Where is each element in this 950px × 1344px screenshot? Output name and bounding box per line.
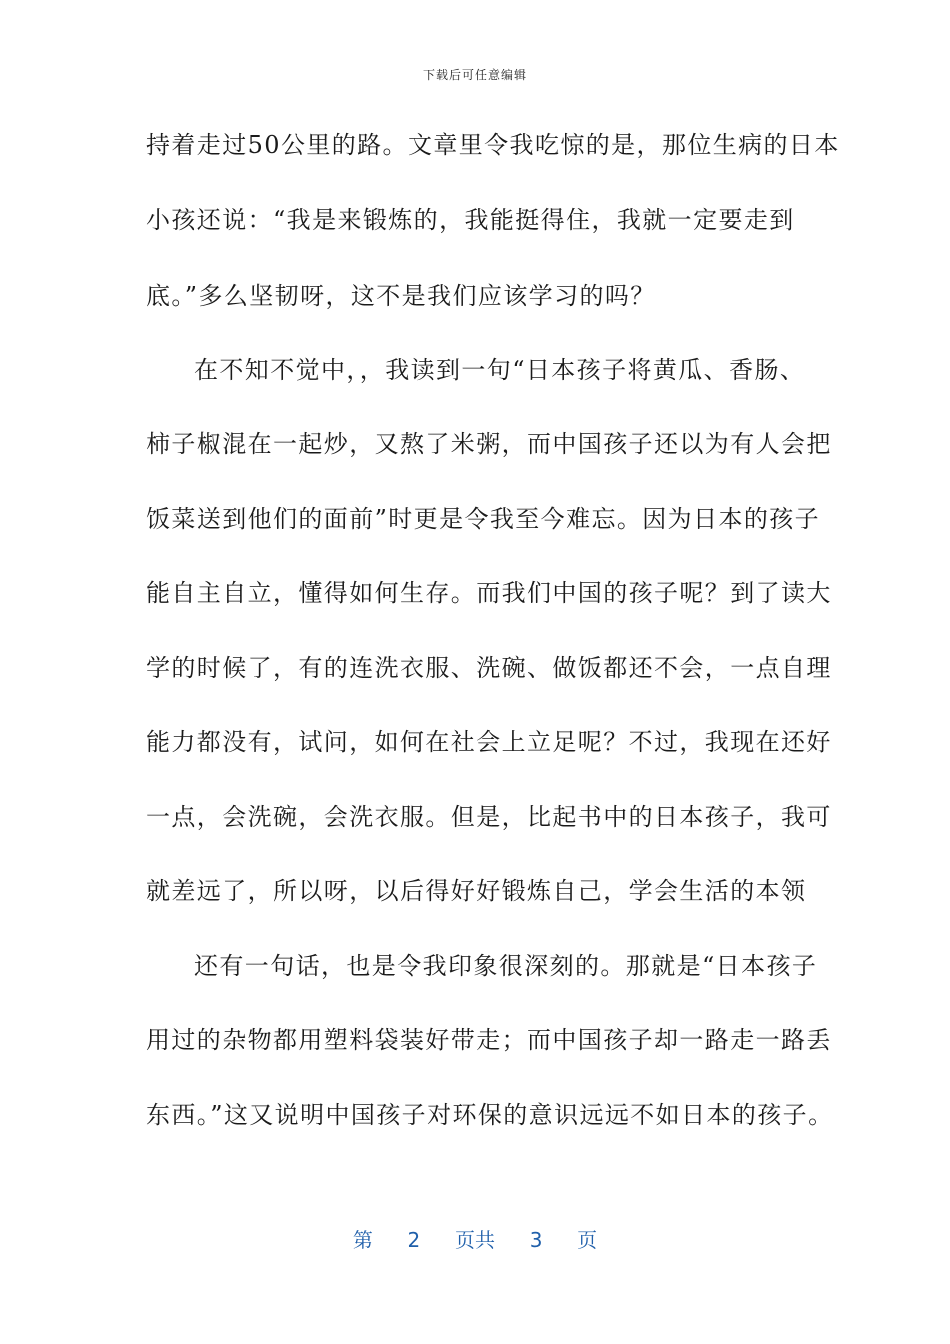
- page-total: 3: [529, 1228, 543, 1252]
- page-suffix: 页: [577, 1228, 598, 1252]
- page-prefix: 第: [352, 1228, 373, 1252]
- paragraph-line: 一点，会洗碗，会洗衣服。但是，比起书中的日本孩子，我可: [146, 803, 832, 831]
- page-current: 2: [407, 1228, 421, 1252]
- paragraph-line: 还有一句话，也是令我印象很深刻的。那就是“日本孩子: [194, 952, 818, 980]
- paragraph-line: 用过的杂物都用塑料袋装好带走；而中国孩子却一路走一路丢: [146, 1026, 832, 1054]
- paragraph-line: 学的时候了，有的连洗衣服、洗碗、做饭都还不会，一点自理: [146, 654, 832, 682]
- paragraph-line: 饭菜送到他们的面前”时更是令我至今难忘。因为日本的孩子: [146, 505, 821, 533]
- paragraph-line: 持着走过50公里的路。文章里令我吃惊的是，那位生病的日本: [146, 131, 840, 159]
- paragraph-line: 底。”多么坚韧呀，这不是我们应该学习的吗？: [146, 282, 656, 310]
- paragraph-line: 在不知不觉中，，我读到一句“日本孩子将黄瓜、香肠、: [194, 356, 806, 384]
- page-mid: 页共: [455, 1228, 495, 1252]
- paragraph-line: 能自主自立，懂得如何生存。而我们中国的孩子呢？到了读大: [146, 579, 832, 607]
- paragraph-line: 能力都没有，试问，如何在社会上立足呢？不过，我现在还好: [146, 728, 832, 756]
- paragraph-line: 东西。”这又说明中国孩子对环保的意识远远不如日本的孩子。: [146, 1101, 834, 1129]
- page-number-footer: [0, 1224, 950, 1253]
- paragraph-line: 柿子椒混在一起炒，又熬了米粥，而中国孩子还以为有人会把: [146, 430, 832, 458]
- paragraph-line: 就差远了，所以呀，以后得好好锻炼自己，学会生活的本领: [146, 877, 807, 905]
- header-note: 下载后可任意编辑: [422, 68, 527, 82]
- paragraph-line: 小孩还说：“我是来锻炼的，我能挺得住，我就一定要走到: [146, 206, 795, 234]
